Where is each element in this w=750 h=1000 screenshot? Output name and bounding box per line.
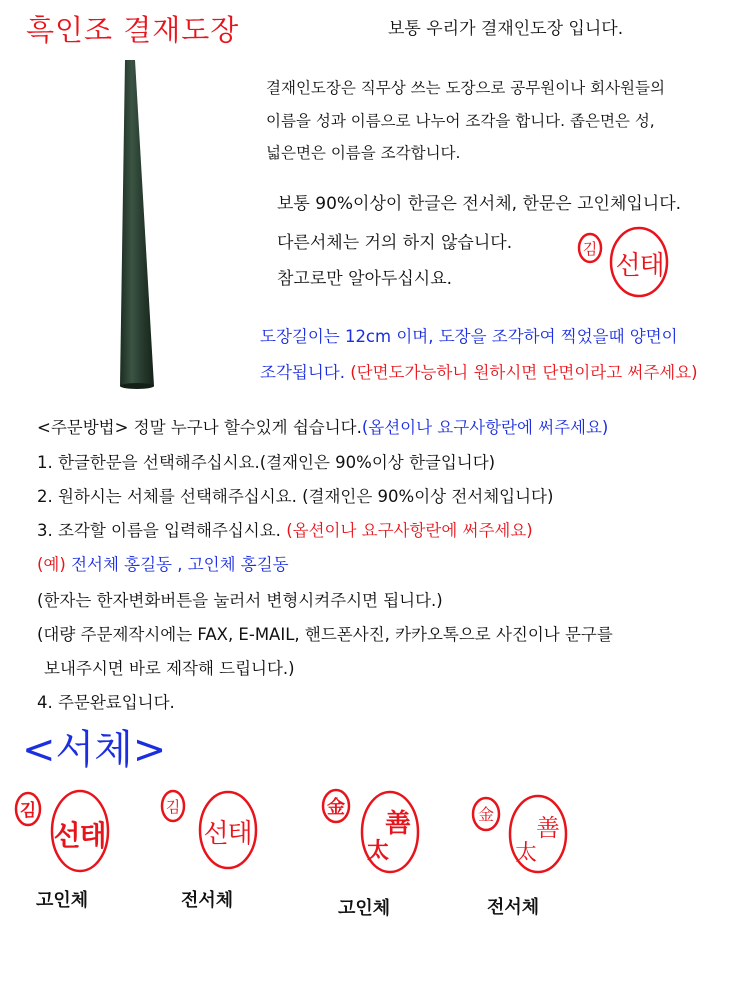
svg-text:金: 金 <box>327 797 345 818</box>
order-step-4: 4. 주문완료입니다. <box>37 693 175 712</box>
order-method-heading: <주문방법> 정말 누구나 할수있게 쉽습니다. <box>37 418 362 437</box>
stamp-stick-image <box>118 60 158 390</box>
svg-text:김: 김 <box>165 798 181 816</box>
svg-text:태: 태 <box>79 819 107 852</box>
order-bulk-note-2: 보내주시면 바로 제작해 드립니다.) <box>44 659 295 678</box>
page-subtitle: 보통 우리가 결재인도장 입니다. <box>388 19 624 39</box>
description-line-1: 결재인도장은 직무상 쓰는 도장으로 공무원이나 회사원들의 <box>266 79 665 97</box>
font-note-line-2: 다른서체는 거의 하지 않습니다. <box>277 233 513 253</box>
stamp-sample-2-label: 전서체 <box>181 890 234 911</box>
svg-text:金: 金 <box>477 805 495 824</box>
svg-text:太: 太 <box>514 841 538 866</box>
stamp-sample-3-icon <box>318 786 422 876</box>
stamp-small-char: 김 <box>582 240 598 258</box>
description-line-3: 넓은면은 이름을 조각합니다. <box>266 144 461 162</box>
order-step-3-note: (옵션이나 요구사항란에 써주세요) <box>286 521 533 540</box>
svg-text:김: 김 <box>19 801 37 821</box>
order-example-label: (예) <box>37 555 66 574</box>
order-example-text: 전서체 홍길동 , 고인체 홍길동 <box>71 555 289 574</box>
svg-text:善: 善 <box>384 809 412 839</box>
stamp-large-char-2: 태 <box>639 251 665 281</box>
stamp-sample-1-icon <box>12 785 112 875</box>
stamp-sample-4-label: 전서체 <box>487 897 540 918</box>
svg-text:善: 善 <box>536 814 560 842</box>
svg-text:선: 선 <box>203 819 229 849</box>
stamp-sample-4-icon <box>468 790 572 880</box>
description-line-2: 이름을 성과 이름으로 나누어 조각을 합니다. 좁은면은 성, <box>266 112 655 130</box>
order-step-2: 2. 원하시는 서체를 선택해주십시요. (결재인은 90%이상 전서체입니다) <box>37 487 554 506</box>
font-note-line-1: 보통 90%이상이 한글은 전서체, 한문은 고인체입니다. <box>277 194 682 214</box>
length-note-line-1: 도장길이는 12cm 이며, 도장을 조각하여 찍었을때 양면이 <box>260 327 678 346</box>
fonts-section-heading: <서체> <box>22 727 167 773</box>
order-example <box>37 551 289 575</box>
order-step-3-text: 3. 조각할 이름을 입력해주십시요. <box>37 521 281 540</box>
page-title: 흑인조 결재도장 <box>26 13 240 47</box>
stamp-large-char-1: 선 <box>615 251 641 281</box>
order-option-note: (옵션이나 요구사항란에 써주세요) <box>361 418 609 437</box>
stamp-example-hangul-icon <box>576 226 686 306</box>
order-step-1: 1. 한글한문을 선택해주십시요.(결재인은 90%이상 한글입니다) <box>37 453 496 472</box>
stamp-sample-1-label: 고인체 <box>36 890 89 911</box>
svg-text:태: 태 <box>227 819 253 849</box>
svg-text:선: 선 <box>53 819 81 852</box>
svg-text:太: 太 <box>366 839 390 864</box>
order-bulk-note-1: (대량 주문제작시에는 FAX, E-MAIL, 핸드폰사진, 카카오톡으로 사진이나 문구를 <box>37 625 613 644</box>
font-note-line-3: 참고로만 알아두십시요. <box>277 269 453 289</box>
stamp-sample-2-icon <box>158 786 262 876</box>
order-line-1 <box>37 414 608 438</box>
length-note-line-2 <box>260 359 698 383</box>
order-hanja-note: (한자는 한자변화버튼을 눌러서 변형시켜주시면 됩니다.) <box>37 591 443 610</box>
length-note-blue-text: 조각됩니다. <box>260 363 345 382</box>
length-note-red-text: (단면도가능하니 원하시면 단면이라고 써주세요) <box>350 363 698 382</box>
stamp-sample-3-label: 고인체 <box>338 898 391 919</box>
order-step-3 <box>37 517 533 541</box>
